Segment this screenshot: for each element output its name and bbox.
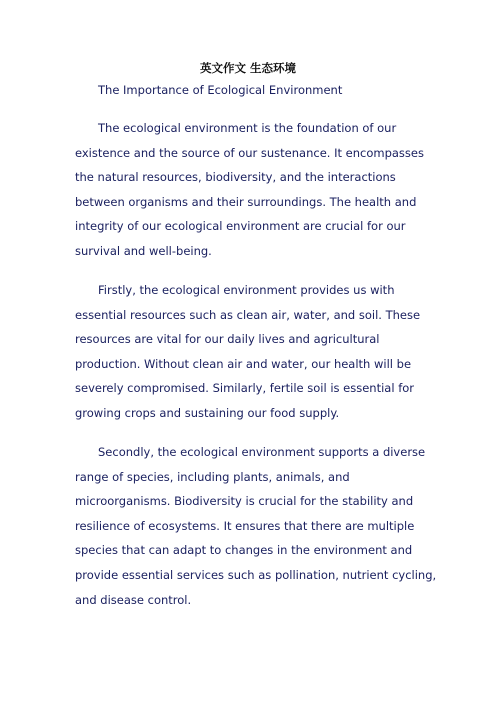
paragraph-line: between organisms and their surroundings. The health and [75, 194, 417, 209]
paragraph-1 [75, 116, 435, 264]
paragraph-line: resources are vital for our daily lives and agricultural [75, 332, 380, 347]
paragraph-line: survival and well-being. [75, 243, 212, 258]
paragraph-line: essential resources such as clean air, water, and soil. These [75, 307, 421, 322]
paragraph-line: Secondly, the ecological environment supports a diverse [98, 445, 426, 459]
paragraph-line: production. Without clean air and water, our health will be [75, 356, 412, 371]
paragraph-line: growing crops and sustaining our food supply. [75, 405, 340, 420]
document-subtitle: The Importance of Ecological Environment [98, 83, 343, 97]
paragraph-line: existence and the source of our sustenance. It encompasses [75, 145, 424, 160]
paragraph-line: the natural resources, biodiversity, and the interactions [75, 170, 396, 185]
paragraph-line: The ecological environment is the foundation of our [98, 121, 397, 135]
paragraph-line: resilience of ecosystems. It ensures that there are multiple [75, 518, 415, 533]
paragraph-line: integrity of our ecological environment are crucial for our [75, 219, 406, 234]
paragraph-2 [75, 278, 435, 426]
paragraph-3 [75, 440, 435, 612]
paragraph-line: range of species, including plants, animals, and [75, 469, 350, 484]
paragraph-line: provide essential services such as pollination, nutrient cycling, [75, 567, 437, 582]
paragraph-line: Firstly, the ecological environment provides us with [98, 283, 395, 297]
paragraph-line: severely compromised. Similarly, fertile soil is essential for [75, 381, 415, 396]
paragraph-line: species that can adapt to changes in the environment and [75, 543, 413, 558]
paragraph-line: microorganisms. Biodiversity is crucial for the stability and [75, 494, 414, 509]
document-title: 英文作文 生态环境 [199, 61, 296, 75]
paragraph-line: and disease control. [75, 592, 192, 607]
